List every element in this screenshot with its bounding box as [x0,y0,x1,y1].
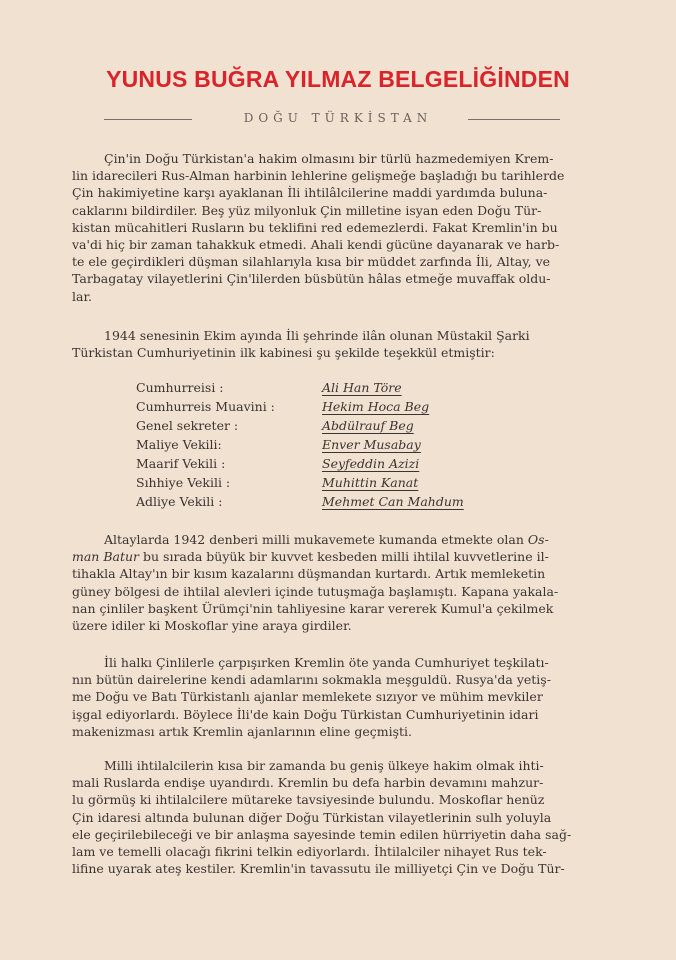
text-line: me Doğu ve Batı Türkistanlı ajanlar memlekete sızıyor ve mühim mevkiler [72,689,543,705]
text-line: nan çinliler başkent Ürümçi'nin tahliyesine karar vererek Kumul'a çekilmek [72,600,554,616]
cabinet-row [136,380,516,399]
text-line: lam ve temelli olacağı fikrini telkin ediyorlardı. İhtilalciler nihayet Rus tek- [72,844,547,860]
text-line: lin idarecileri Rus-Alman harbinin lehlerine gelişmeğe başladığı bu tarihlerde [72,168,565,184]
cabinet-member-name: Ali Han Töre [322,380,402,395]
paragraph-3 [72,531,584,634]
text-line: mali Ruslarda endişe uyandırdı. Kremlin bu defa harbin devamını mahzur- [72,775,544,791]
text-line: kistan mücahitleri Rusların bu teklifini red edemezlerdi. Fakat Kremlin'in bu [72,219,558,235]
cabinet-list [136,380,516,513]
cabinet-role: Cumhurreisi : [136,380,224,395]
cabinet-member-name: Muhittin Kanat [322,475,419,490]
cabinet-row [136,475,516,494]
text-line: va'di hiç bir zaman tahakkuk etmedi. Ahali kendi gücüne dayanarak ve harb- [72,237,560,253]
section-title: DOĞU TÜRKİSTAN [243,111,433,125]
section-heading [0,110,676,130]
paragraph-1 [72,150,584,305]
text-line: Tarbagatay vilayetlerini Çin'lilerden büsbütün hâlas etmeğe muvaffak oldu- [72,271,551,287]
text-line: Çin hakimiyetine karşı ayaklanan İli ihtilâlcilerine maddi yardımda buluna- [72,185,548,201]
cabinet-member-name: Abdülrauf Beg [322,418,414,433]
text-line: Altaylarda 1942 denberi milli mukavemete kumanda etmekte olan Os- [104,532,549,547]
cabinet-role: Maliye Vekili: [136,437,222,452]
cabinet-member-name: Enver Musabay [322,437,421,452]
text-line: Türkistan Cumhuriyetinin ilk kabinesi şu şekilde teşekkül etmiştir: [72,345,495,361]
text-line: lu görmüş ki ihtilalcilere mütareke tavsiyesinde bulundu. Moskoflar henüz [72,792,545,808]
text-line: Milli ihtilalcilerin kısa bir zamanda bu geniş ülkeye hakim olmak ihti- [104,758,544,773]
cabinet-row [136,456,516,475]
paragraph-5 [72,757,584,877]
cabinet-role: Cumhurreis Muavini : [136,399,275,414]
cabinet-role: Maarif Vekili : [136,456,226,471]
text-line: İli halkı Çinlilerle çarpışırken Kremlin öte yanda Cumhuriyet teşkilatı- [104,655,549,670]
heading-rule-right [468,119,560,120]
cabinet-row [136,418,516,437]
text-line: üzere idiler ki Moskoflar yine araya girdiler. [72,618,352,634]
archive-banner-title: YUNUS BUĞRA YILMAZ BELGELİĞİNDEN [106,66,570,92]
paragraph-4 [72,654,584,740]
text-line: lar. [72,288,93,304]
text-line: güney bölgesi de ihtilal alevleri içinde tutuşmağa başlamıştı. Kapana yakala- [72,583,559,599]
text-line: Çin'in Doğu Türkistan'a hakim olmasını bir türlü hazmedemiyen Krem- [104,151,554,166]
text-line: 1944 senesinin Ekim ayında İli şehrinde ilân olunan Müstakil Şarki [104,328,530,343]
text-line: Çin idaresi altında bulunan diğer Doğu Türkistan vilayetlerinin sulh yoluyla [72,809,552,825]
text-line: man Batur bu sırada büyük bir kuvvet kesbeden milli ihtilal kuvvetlerine il- [72,549,549,565]
text-line: ele geçirilebileceği ve bir anlaşma sayesinde temin edilen hürriyetin daha sağ- [72,826,572,842]
text-line: nın bütün dairelerine kendi adamlarını sokmakla meşguldü. Rusya'da yetiş- [72,672,551,688]
cabinet-member-name: Mehmet Can Mahdum [322,494,464,509]
cabinet-role: Sıhhiye Vekili : [136,475,231,490]
cabinet-member-name: Seyfeddin Azizi [322,456,420,471]
cabinet-row [136,494,516,513]
cabinet-role: Adliye Vekili : [136,494,223,509]
cabinet-row [136,437,516,456]
cabinet-member-name: Hekim Hoca Beg [322,399,430,414]
text-line: caklarını bildirdiler. Beş yüz milyonluk Çin milletine isyan eden Doğu Tür- [72,202,542,218]
text-line: tihakla Altay'ın bir kısım kazalarını düşmandan kurtardı. Artık memleketin [72,566,546,582]
text-line: işgal ediyorlardı. Böylece İli'de kain Doğu Türkistan Cumhuriyetinin idari [72,706,539,722]
cabinet-role: Genel sekreter : [136,418,239,433]
text-line: lifine uyarak ateş kestiler. Kremlin'in tavassutu ile milliyetçi Çin ve Doğu Tür- [72,861,565,877]
paragraph-2 [72,327,584,361]
text-line: makenizması artık Kremlin ajanlarının eline geçmişti. [72,723,412,739]
text-line: te ele geçirdikleri düşman silahlarıyla kısa bir müddet zarfında İli, Altay, ve [72,254,551,270]
cabinet-row [136,399,516,418]
